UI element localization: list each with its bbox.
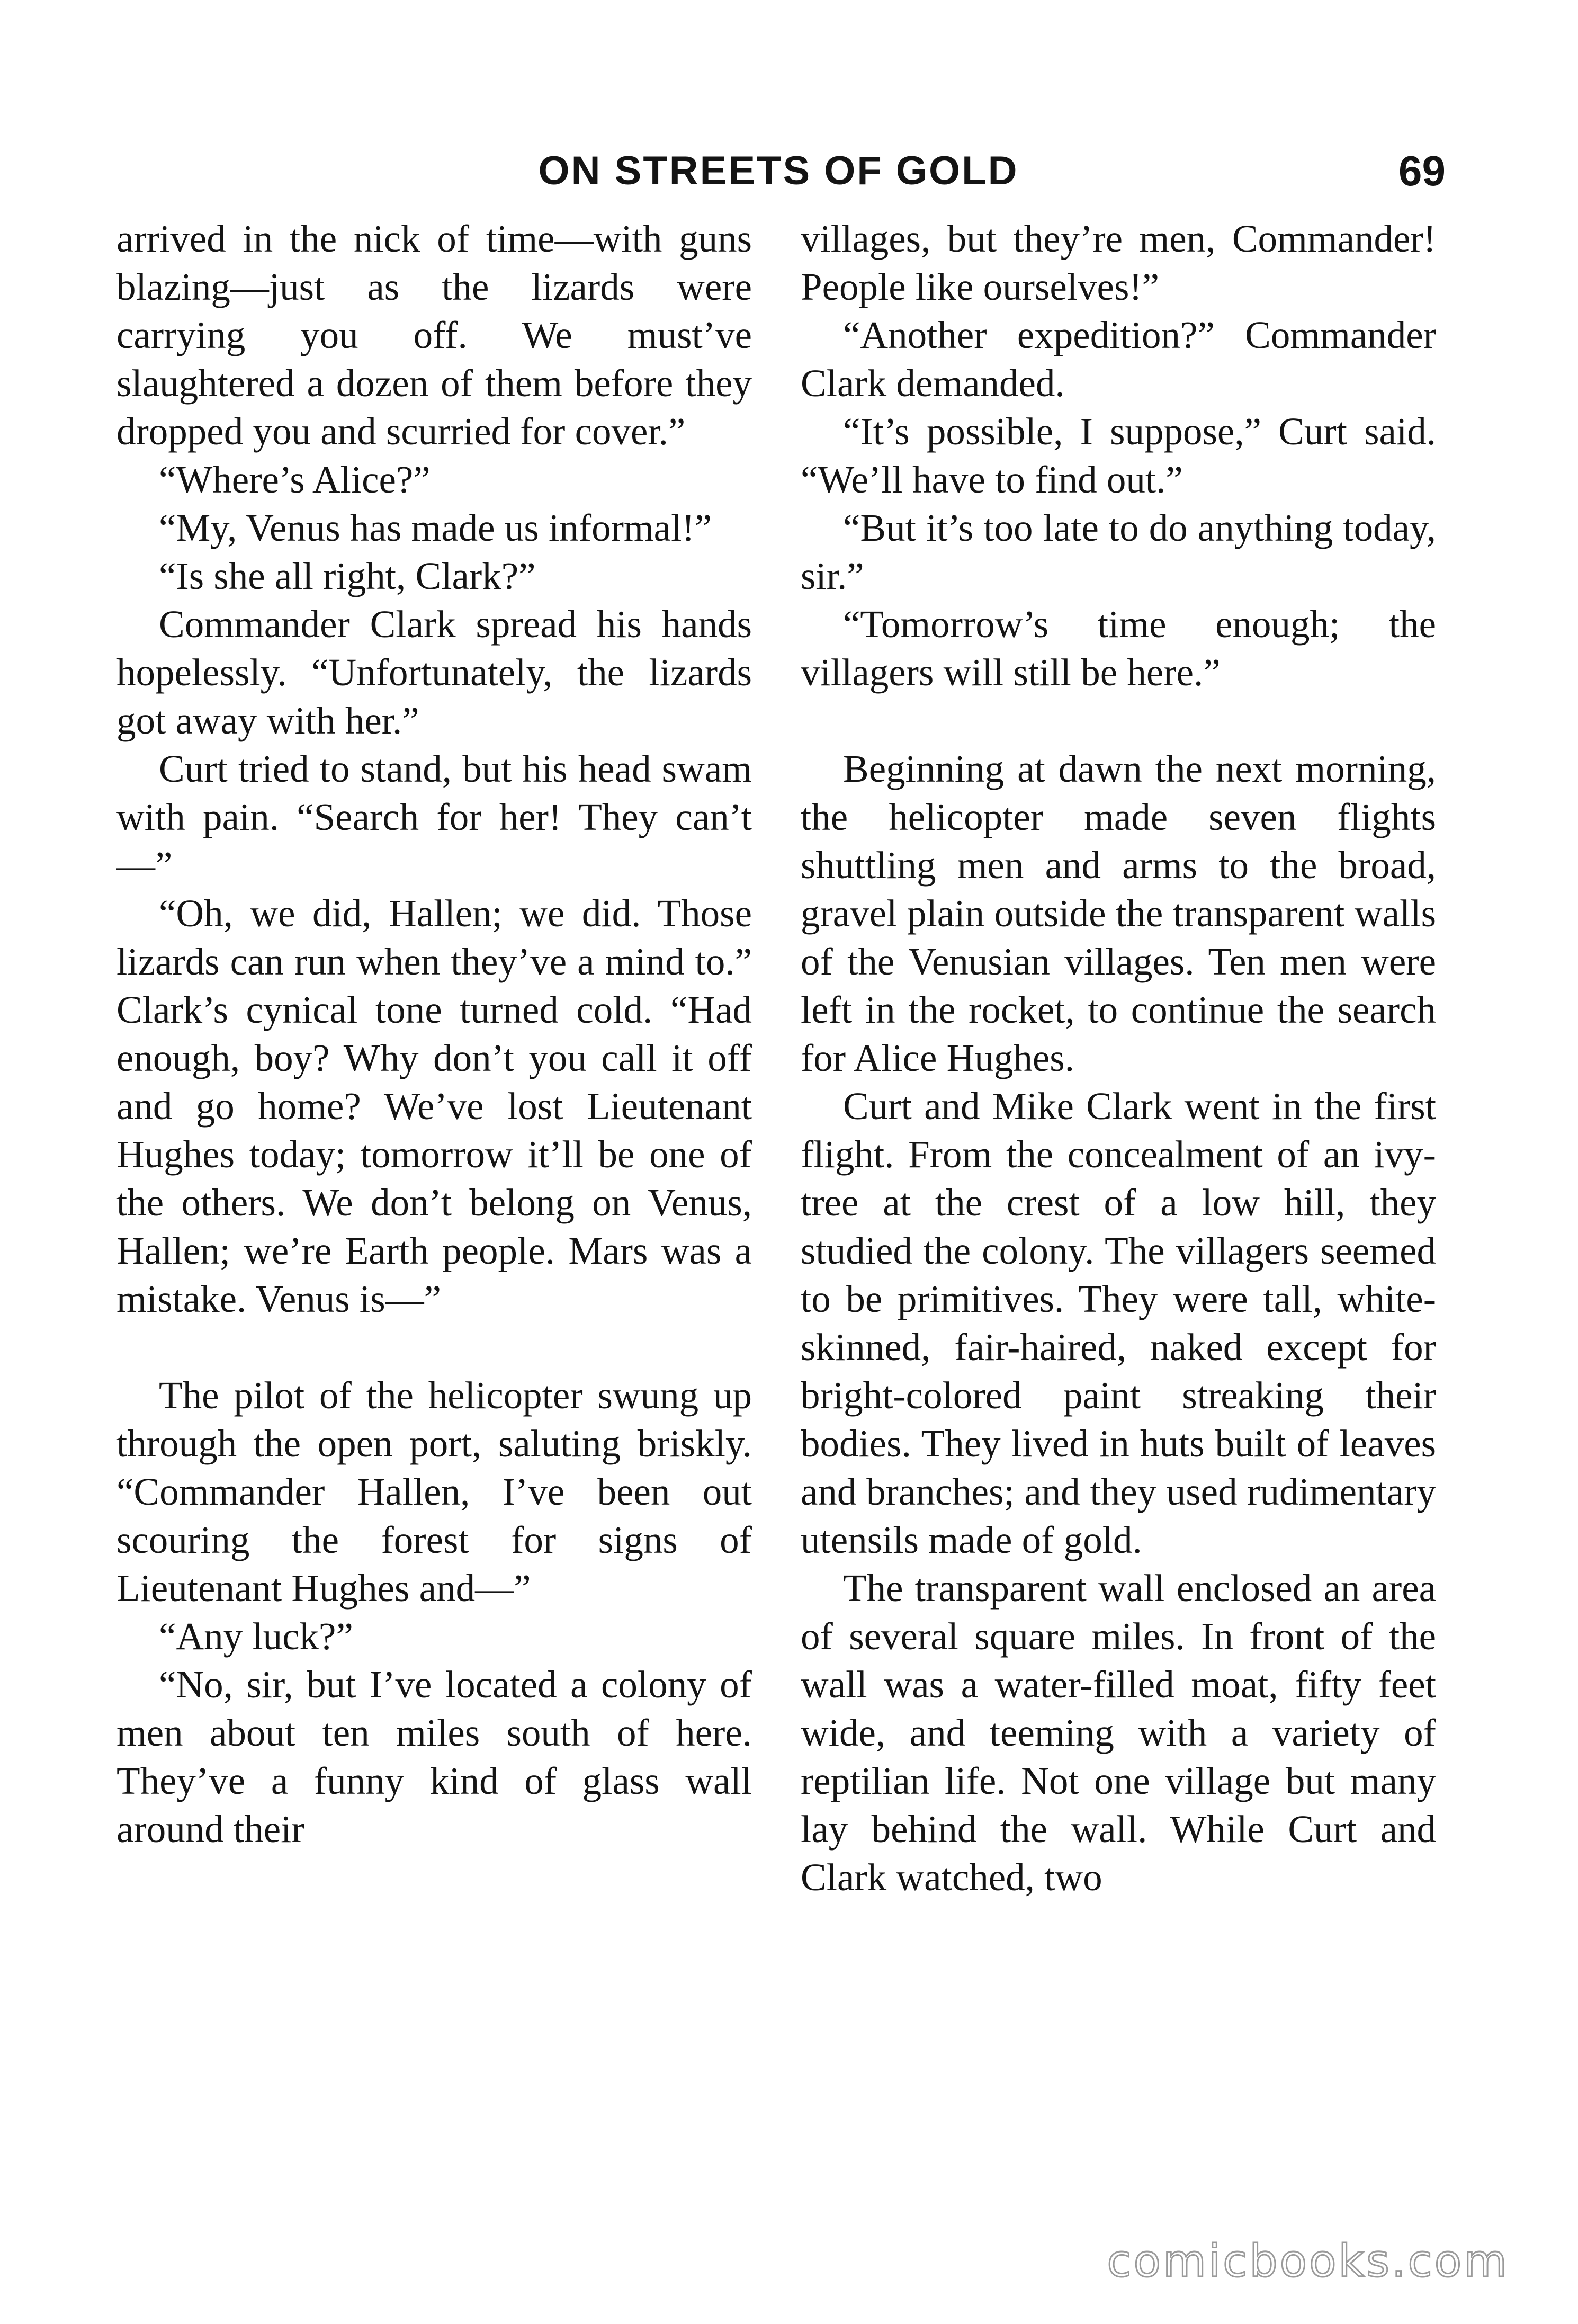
paragraph: “Is she all right, Clark?” (159, 555, 536, 597)
paragraph: villages, but they’re men, Commander! People like ourselves!” (801, 217, 1436, 308)
paragraph: “Tomorrow’s time enough; the villagers will still be here.” (801, 603, 1436, 694)
paragraph: arrived in the nick of time—with guns blazing—just as the lizards were carrying you off. We must’ve slaughtered a dozen of them before they dropped you and scurried for cover.” (116, 217, 752, 453)
paragraph: The pilot of the helicopter swung up through the open port, saluting briskly. “Commander Hallen, I’ve been out scouring the forest for signs of Lieutenant Hughes and—” (116, 1374, 752, 1610)
running-title: ON STREETS OF GOLD (538, 148, 1019, 193)
paragraph: “It’s possible, I suppose,” Curt said. “We’ll have to find out.” (801, 410, 1436, 501)
paragraph: Curt tried to stand, but his head swam with pain. “Search for her! They can’t—” (116, 747, 752, 887)
paragraph: Curt and Mike Clark went in the first flight. From the concealment of an ivy-tree at the crest of a low hill, they studied the colony. The villagers seemed to be primitives. They were tall, white-skinned, fair-haired, naked except for bright-colored paint streaking their bodies. They lived in huts built of leaves and branches; and they used rudimentary utensils made of gold. (801, 1085, 1436, 1561)
paragraph: “Another expedition?” Commander Clark demanded. (801, 314, 1436, 405)
paragraph: Commander Clark spread his hands hopelessly. “Unfortunately, the lizards got away with her.” (116, 603, 752, 742)
page-header (116, 142, 1446, 200)
paragraph: Beginning at dawn the next morning, the helicopter made seven flights shuttling men and arms to the broad, gravel plain outside the transparent walls of the Venusian villages. Ten men were left in the rocket, to continue the search for Alice Hughes. (801, 747, 1436, 1079)
paragraph: “Oh, we did, Hallen; we did. Those lizards can run when they’ve a mind to.” Clark’s cynical tone turned cold. “Had enough, boy? Why don’t you call it off and go home? We’ve lost Lieutenant Hughes today; tomorrow it’ll be one of the others. We don’t belong on Venus, Hallen; we’re Earth people. Mars was a mistake. Venus is—” (116, 892, 752, 1320)
paragraph: “Where’s Alice?” (159, 458, 431, 501)
paragraph: The transparent wall enclosed an area of several square miles. In front of the wall was a water-filled moat, fifty feet wide, and teeming with a variety of reptilian life. Not one village but many lay behind the wall. While Curt and Clark watched, two (801, 1567, 1436, 1899)
section-break (116, 1323, 752, 1371)
right-column (801, 214, 1436, 1901)
watermark: comicbooks.com (1107, 2235, 1509, 2287)
paragraph: “But it’s too late to do anything today, sir.” (801, 506, 1436, 597)
paragraph: “Any luck?” (159, 1615, 353, 1658)
paragraph: “No, sir, but I’ve located a colony of men about ten miles south of here. They’ve a funny kind of glass wall around their (116, 1663, 752, 1851)
page-number: 69 (1398, 147, 1446, 194)
paragraph: “My, Venus has made us informal!” (159, 506, 712, 549)
left-column (116, 214, 752, 1853)
section-break (801, 696, 1436, 745)
